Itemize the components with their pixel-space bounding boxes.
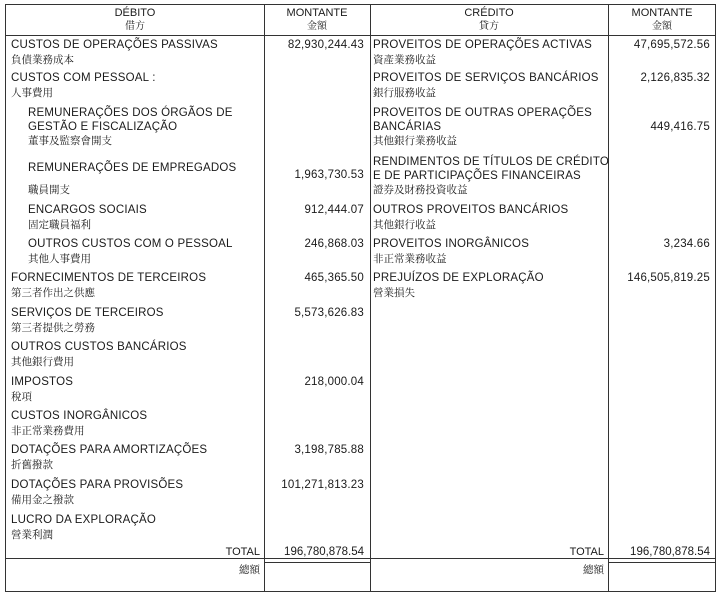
credit-total-label-cn: 總額 bbox=[583, 564, 604, 576]
credit-amount: 47,695,572.56 bbox=[633, 39, 710, 51]
debit-label-cn: 備用金之撥款 bbox=[11, 493, 74, 506]
debit-row bbox=[11, 307, 261, 335]
credit-label: PROVEITOS DE SERVIÇOS BANCÁRIOS bbox=[373, 72, 599, 84]
debit-label: FORNECIMENTOS DE TERCEIROS bbox=[11, 272, 207, 284]
debit-label-cn: 折舊撥款 bbox=[11, 458, 53, 471]
credit-amount-header bbox=[608, 5, 716, 35]
debit-row bbox=[11, 39, 261, 67]
debit-label-cn: 職員開支 bbox=[28, 183, 70, 196]
credit-label-cn: 資產業務收益 bbox=[373, 53, 436, 66]
debit-amount: 101,271,813.23 bbox=[281, 479, 364, 491]
debit-label-cn: 董事及監察會開支 bbox=[28, 135, 112, 147]
debit-amount: 5,573,626.83 bbox=[294, 307, 364, 319]
profit-loss-statement bbox=[5, 4, 716, 592]
debit-label: CUSTOS DE OPERAÇÕES PASSIVAS bbox=[11, 39, 218, 51]
credit-label-cn: 營業損失 bbox=[373, 286, 415, 299]
debit-total-amount: 196,780,878.54 bbox=[284, 546, 364, 558]
debit-header-pt: DÉBITO bbox=[114, 7, 156, 19]
debit-amount: 246,868.03 bbox=[304, 238, 364, 250]
column-divider bbox=[264, 5, 265, 591]
debit-label-cn: 固定職員福利 bbox=[28, 218, 91, 231]
credit-label: PROVEITOS INORGÂNICOS bbox=[373, 238, 530, 250]
debit-amount: 1,963,730.53 bbox=[294, 169, 364, 181]
amount-header-cn: 金額 bbox=[307, 21, 327, 32]
credit-row bbox=[373, 156, 609, 197]
debit-label: IMPOSTOS bbox=[11, 376, 74, 388]
debit-row bbox=[28, 162, 258, 197]
credit-amount: 2,126,835.32 bbox=[640, 72, 710, 84]
debit-total-double-rule bbox=[264, 562, 370, 563]
debit-label: CUSTOS INORGÂNICOS bbox=[11, 410, 148, 422]
debit-total-label: TOTAL bbox=[225, 546, 260, 558]
debit-label: LUCRO DA EXPLORAÇÃO bbox=[11, 514, 157, 526]
debit-amount: 218,000.04 bbox=[304, 376, 364, 388]
debit-label-cn: 第三者提供之勞務 bbox=[11, 321, 95, 334]
debit-label: OUTROS CUSTOS BANCÁRIOS bbox=[11, 341, 187, 353]
credit-total-amount: 196,780,878.54 bbox=[630, 546, 710, 558]
credit-label: RENDIMENTOS DE TÍTULOS DE CRÉDITO E DE PARTICIPAÇÕES FINANCEIRAS bbox=[373, 156, 609, 182]
debit-label-cn: 負債業務成本 bbox=[11, 53, 74, 66]
debit-row bbox=[11, 444, 261, 472]
credit-label: PREJUÍZOS DE EXPLORAÇÃO bbox=[373, 272, 544, 284]
debit-label: SERVIÇOS DE TERCEIROS bbox=[11, 307, 164, 319]
debit-label: REMUNERAÇÕES DOS ÓRGÃOS DE GESTÃO E FISCALIZAÇÃO bbox=[28, 107, 233, 133]
debit-amount: 912,444.07 bbox=[304, 204, 364, 216]
debit-row bbox=[11, 272, 261, 300]
debit-amount: 82,930,244.43 bbox=[287, 39, 364, 51]
debit-label: ENCARGOS SOCIAIS bbox=[28, 204, 147, 216]
credit-label-cn: 非正常業務收益 bbox=[373, 252, 447, 265]
debit-row bbox=[11, 376, 261, 404]
debit-label-cn: 其他銀行費用 bbox=[11, 355, 74, 368]
debit-amount: 3,198,785.88 bbox=[294, 444, 364, 456]
header-divider bbox=[6, 35, 715, 36]
credit-row bbox=[373, 107, 599, 148]
debit-row bbox=[28, 204, 258, 232]
debit-label-cn: 營業利潤 bbox=[11, 528, 53, 541]
credit-row bbox=[373, 39, 607, 67]
debit-label-cn: 其他人事費用 bbox=[28, 252, 91, 265]
debit-label: OUTROS CUSTOS COM O PESSOAL bbox=[28, 238, 233, 250]
credit-row bbox=[373, 238, 607, 266]
credit-row bbox=[373, 272, 607, 300]
credit-row bbox=[373, 72, 607, 100]
debit-amount: 465,365.50 bbox=[304, 272, 364, 284]
credit-label-cn: 其他銀行業務收益 bbox=[373, 135, 457, 147]
credit-amount: 146,505,819.25 bbox=[627, 272, 710, 284]
debit-label: DOTAÇÕES PARA AMORTIZAÇÕES bbox=[11, 444, 208, 456]
debit-label-cn: 人事費用 bbox=[11, 86, 53, 99]
credit-row bbox=[373, 204, 607, 232]
credit-total-label: TOTAL bbox=[569, 546, 604, 558]
debit-row bbox=[11, 479, 261, 507]
debit-row bbox=[11, 514, 261, 542]
debit-label-cn: 第三者作出之供應 bbox=[11, 286, 95, 299]
debit-label: REMUNERAÇÕES DE EMPREGADOS bbox=[28, 162, 237, 174]
debit-label-cn: 非正常業務費用 bbox=[11, 424, 85, 437]
column-divider bbox=[608, 5, 609, 591]
debit-row bbox=[11, 341, 261, 369]
credit-total-double-rule bbox=[608, 562, 716, 563]
credit-amount: 3,234.66 bbox=[663, 238, 710, 250]
debit-row bbox=[11, 72, 261, 100]
debit-label-cn: 稅項 bbox=[11, 390, 32, 403]
debit-total-rule bbox=[264, 558, 370, 559]
debit-row bbox=[28, 238, 258, 266]
credit-label: PROVEITOS DE OPERAÇÕES ACTIVAS bbox=[373, 39, 593, 51]
credit-label-cn: 證券及財務投資收益 bbox=[373, 184, 468, 196]
credit-header-pt: CRÉDITO bbox=[464, 7, 514, 19]
debit-header-cn: 借方 bbox=[125, 21, 145, 32]
credit-label-cn: 銀行服務收益 bbox=[373, 86, 436, 99]
credit-amount: 449,416.75 bbox=[650, 121, 710, 133]
debit-total-label-cn: 總額 bbox=[239, 564, 260, 576]
debit-label: DOTAÇÕES PARA PROVISÕES bbox=[11, 479, 184, 491]
debit-row bbox=[28, 107, 248, 148]
credit-label-cn: 其他銀行收益 bbox=[373, 218, 436, 231]
debit-row bbox=[11, 410, 261, 438]
debit-header bbox=[6, 5, 264, 35]
credit-label: PROVEITOS DE OUTRAS OPERAÇÕES BANCÁRIAS bbox=[373, 107, 593, 133]
debit-label: CUSTOS COM PESSOAL : bbox=[11, 72, 156, 84]
debit-amount-header bbox=[264, 5, 370, 35]
credit-header bbox=[370, 5, 608, 35]
credit-header-cn: 貸方 bbox=[479, 21, 499, 32]
credit-label: OUTROS PROVEITOS BANCÁRIOS bbox=[373, 204, 569, 216]
amount-header-cn: 金額 bbox=[652, 21, 672, 32]
amount-header-pt: MONTANTE bbox=[286, 7, 348, 19]
column-divider bbox=[370, 5, 371, 591]
amount-header-pt: MONTANTE bbox=[631, 7, 693, 19]
